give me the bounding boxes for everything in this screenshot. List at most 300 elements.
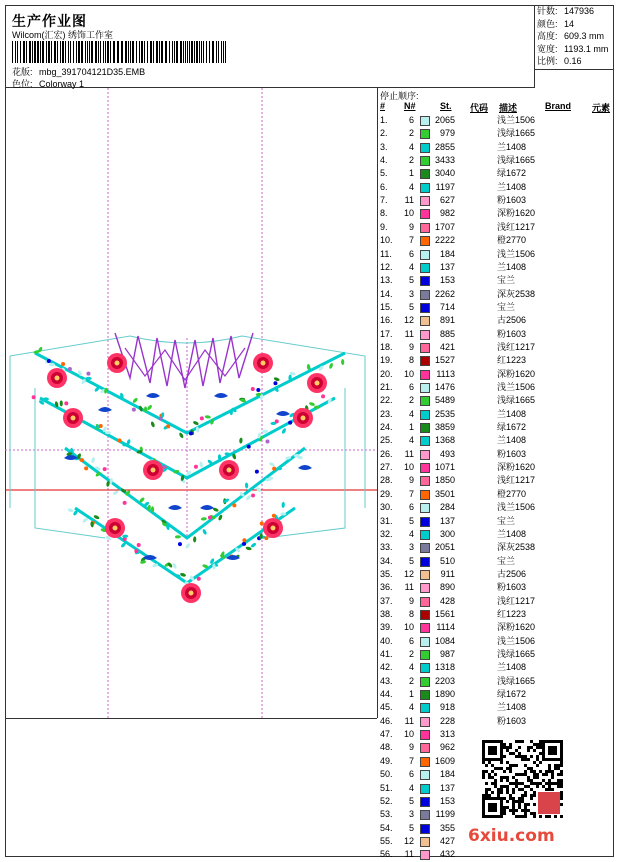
small-bloom (272, 514, 276, 518)
row-index: 8. (380, 208, 388, 219)
row-index: 13. (380, 275, 393, 286)
barcode-bar (212, 41, 214, 63)
row-description: 粉1603 (497, 328, 527, 339)
row-description: 浅绿1665 (497, 395, 536, 406)
qr-module (533, 782, 536, 785)
small-bloom (197, 577, 201, 581)
qr-module (500, 788, 503, 791)
qr-module (509, 764, 512, 767)
sequence-row (378, 488, 614, 501)
row-needle: 2 (408, 128, 414, 139)
qr-module (524, 791, 527, 794)
design-preview (5, 88, 378, 718)
barcode-bar (189, 41, 190, 63)
color-swatch (420, 557, 430, 567)
row-index: 12. (380, 261, 393, 272)
page-title: 生产作业图 (12, 13, 87, 29)
qr-module (536, 764, 539, 767)
row-index: 34. (380, 555, 393, 566)
row-needle: 10 (403, 208, 414, 219)
sequence-row (378, 141, 614, 154)
barcode-bar (62, 41, 64, 63)
barcode-bar (81, 41, 83, 63)
color-swatch (420, 169, 430, 179)
sequence-row (378, 301, 614, 314)
qr-module (536, 755, 539, 758)
qr-module (512, 782, 515, 785)
row-description: 宝兰 (497, 301, 516, 312)
small-bloom (256, 388, 260, 392)
row-description: 宝兰 (497, 555, 516, 566)
color-swatch (420, 316, 430, 326)
qr-module (560, 782, 563, 785)
color-swatch (420, 370, 430, 380)
qr-module (560, 797, 563, 800)
row-needle: 5 (408, 555, 414, 566)
row-stitches: 979 (439, 128, 455, 139)
sequence-row (378, 568, 614, 581)
qr-module (539, 770, 542, 773)
qr-module (509, 770, 512, 773)
qr-module (506, 767, 509, 770)
barcode-bar (176, 41, 178, 63)
bird (146, 393, 160, 398)
row-index: 5. (380, 168, 388, 179)
qr-module (518, 746, 521, 749)
color-swatch (420, 570, 430, 580)
sequence-title: 停止顺序: (380, 91, 419, 101)
barcode-bar (150, 41, 152, 63)
sequence-row (378, 501, 614, 514)
qr-module (521, 758, 524, 761)
color-swatch (420, 276, 430, 286)
row-description: 浅兰1506 (497, 382, 536, 392)
row-index: 52. (380, 795, 393, 806)
row-needle: 5 (408, 795, 414, 806)
qr-module (539, 752, 542, 755)
row-description: 红1223 (497, 355, 527, 366)
small-bloom (32, 395, 36, 399)
qr-module (545, 773, 548, 776)
sequence-row (378, 635, 614, 648)
row-stitches: 885 (439, 328, 455, 339)
row-description: 橙2770 (497, 488, 527, 499)
color-swatch (420, 356, 430, 366)
row-index: 46. (380, 715, 393, 726)
sequence-row (378, 274, 614, 287)
small-bloom (232, 503, 236, 507)
sequence-row (378, 608, 614, 621)
qr-module (500, 779, 503, 782)
qr-module (560, 761, 563, 764)
row-needle: 11 (404, 715, 414, 726)
row-stitches: 355 (439, 822, 455, 833)
color-swatch (420, 530, 430, 540)
color-swatch (420, 717, 430, 727)
sequence-row (378, 448, 614, 461)
color-swatch (420, 236, 430, 246)
barcode-bar (89, 41, 90, 63)
leaf (199, 461, 203, 468)
row-needle: 10 (403, 729, 414, 740)
qr-module (518, 788, 521, 791)
row-needle: 10 (403, 368, 414, 379)
qr-module (512, 776, 515, 779)
barcode-bar (85, 41, 86, 63)
qr-module (530, 812, 533, 815)
row-needle: 6 (408, 382, 414, 392)
row-description: 深粉1620 (497, 368, 536, 379)
sequence-row (378, 261, 614, 274)
qr-module (551, 776, 554, 779)
row-stitches: 300 (439, 528, 455, 539)
stats-panel (535, 5, 614, 70)
small-bloom (242, 542, 246, 546)
row-index: 35. (380, 568, 393, 579)
row-needle: 2 (408, 395, 414, 406)
barcode-bar (136, 41, 137, 63)
row-description: 深粉1620 (497, 622, 536, 633)
small-bloom (162, 465, 166, 469)
qr-module (500, 785, 503, 788)
color-swatch (420, 610, 430, 620)
row-stitches: 428 (439, 595, 455, 606)
sequence-row (378, 221, 614, 234)
leaf (185, 543, 191, 550)
qr-module (503, 806, 506, 809)
leaf (132, 397, 138, 404)
qr-module (539, 761, 542, 764)
leaf (205, 415, 211, 419)
qr-module (515, 815, 518, 818)
color-swatch (420, 290, 430, 300)
qr-module (557, 782, 560, 785)
qr-module (524, 773, 527, 776)
col-index: # (380, 101, 386, 111)
barcode-bar (159, 41, 160, 63)
qr-module (488, 788, 491, 791)
small-bloom (255, 470, 259, 474)
qr-module (527, 776, 530, 779)
barcode-bar (165, 41, 167, 63)
qr-module (494, 779, 497, 782)
color-swatch (420, 129, 430, 139)
row-needle: 6 (408, 248, 414, 259)
barcode-bar (42, 41, 44, 63)
company-name: Wilcom(汇宏) 绣饰工作室 (12, 30, 113, 40)
qr-module (527, 746, 530, 749)
row-description: 浅红1217 (497, 341, 536, 352)
row-stitches: 987 (439, 649, 455, 659)
sequence-row (378, 528, 614, 541)
row-index: 37. (380, 595, 393, 606)
barcode-bar (12, 41, 13, 63)
color-swatch (420, 703, 430, 713)
row-description: 古2506 (497, 315, 527, 326)
qr-module (542, 773, 545, 776)
barcode-bar (76, 41, 77, 63)
small-bloom (123, 501, 127, 505)
row-description: 粉1603 (497, 448, 527, 459)
qr-module (545, 770, 548, 773)
qr-module (560, 785, 563, 788)
row-needle: 5 (408, 515, 414, 526)
qr-module (497, 767, 500, 770)
stat-height: 高度: 609.3 mm (537, 31, 605, 41)
row-description: 粉1603 (497, 195, 527, 206)
col-code: 代码 (470, 103, 489, 113)
qr-module (503, 755, 506, 758)
barcode-bar (199, 41, 200, 63)
color-swatch (420, 650, 430, 660)
color-swatch (420, 116, 430, 126)
qr-module (521, 788, 524, 791)
row-needle: 5 (408, 301, 414, 312)
row-stitches: 153 (439, 795, 455, 806)
qr-module (527, 803, 530, 806)
row-index: 10. (380, 235, 393, 246)
row-description: 浅兰1506 (497, 635, 536, 646)
sequence-row (378, 648, 614, 661)
row-index: 50. (380, 769, 393, 780)
row-needle: 12 (403, 315, 414, 326)
barcode-bar (216, 41, 217, 63)
qr-module (506, 776, 509, 779)
row-stitches: 1527 (434, 355, 455, 366)
row-stitches: 137 (439, 782, 455, 793)
sequence-row (378, 194, 614, 207)
row-description: 绿1672 (497, 689, 527, 700)
qr-module (557, 785, 560, 788)
qr-module (515, 764, 518, 767)
leaf (245, 546, 252, 551)
qr-module (524, 764, 527, 767)
qr-module (557, 767, 560, 770)
qr-module (536, 773, 539, 776)
qr-module (503, 797, 506, 800)
barcode-bar (105, 41, 106, 63)
qr-module (509, 797, 512, 800)
leaf (309, 401, 316, 406)
rose-core (151, 468, 156, 473)
qr-module (485, 764, 488, 767)
barcode-bar (40, 41, 41, 63)
row-stitches: 2065 (434, 115, 455, 125)
qr-module (521, 740, 524, 743)
row-index: 9. (380, 221, 388, 232)
barcode-bar (26, 41, 27, 63)
qr-module (548, 767, 551, 770)
rose-core (315, 381, 320, 386)
row-description: 兰1408 (497, 662, 527, 673)
qr-module (524, 803, 527, 806)
row-description: 浅兰1506 (497, 115, 536, 125)
color-swatch (420, 810, 430, 820)
small-bloom (200, 416, 204, 420)
barcode-bar (161, 41, 163, 63)
row-description: 兰1408 (497, 702, 527, 713)
qr-module (533, 815, 536, 818)
rose-core (227, 468, 232, 473)
small-bloom (260, 522, 264, 526)
qr-module (521, 773, 524, 776)
leaf (192, 420, 199, 425)
qr-module (485, 794, 488, 797)
sequence-row (378, 515, 614, 528)
qr-module (530, 782, 533, 785)
small-bloom (166, 424, 170, 428)
small-bloom (99, 424, 103, 428)
row-index: 48. (380, 742, 393, 753)
row-description: 宝兰 (497, 275, 516, 286)
row-needle: 7 (408, 235, 414, 246)
row-description: 红1223 (497, 608, 527, 619)
color-swatch (420, 183, 430, 193)
qr-module (500, 776, 503, 779)
qr-module (515, 809, 518, 812)
qr-finder-eye (548, 746, 557, 755)
qr-module (533, 776, 536, 779)
barcode-bar (20, 41, 21, 63)
row-stitches: 284 (439, 502, 455, 513)
leaf (239, 437, 243, 443)
leaf (122, 534, 128, 538)
barcode-bar (132, 41, 134, 63)
barcode-bar (183, 41, 184, 63)
row-index: 23. (380, 408, 393, 419)
row-description: 浅绿1665 (497, 675, 536, 686)
qr-module (503, 809, 506, 812)
row-description: 兰1408 (497, 528, 527, 539)
qr-module (518, 755, 521, 758)
qr-module (530, 794, 533, 797)
row-needle: 4 (408, 528, 414, 539)
bird (214, 393, 228, 398)
row-needle: 4 (408, 181, 414, 192)
rose-core (189, 591, 194, 596)
barcode-bar (169, 41, 170, 63)
qr-module (521, 794, 524, 797)
qr-module (515, 779, 518, 782)
color-swatch (420, 770, 430, 780)
qr-module (509, 782, 512, 785)
qr-module (527, 749, 530, 752)
barcode-bar (172, 41, 173, 63)
row-stitches: 2222 (434, 235, 455, 246)
qr-module (533, 791, 536, 794)
qr-code (482, 740, 564, 818)
qr-module (512, 752, 515, 755)
small-bloom (247, 445, 251, 449)
row-needle: 9 (408, 742, 414, 753)
qr-module (530, 779, 533, 782)
color-swatch (420, 410, 430, 420)
qr-module (548, 782, 551, 785)
row-index: 40. (380, 635, 393, 646)
row-needle: 9 (408, 341, 414, 352)
qr-module (533, 794, 536, 797)
row-description: 浅红1217 (497, 221, 536, 232)
barcode-bar (51, 41, 52, 63)
row-needle: 11 (404, 849, 414, 860)
sequence-row (378, 381, 614, 394)
qr-module (530, 755, 533, 758)
barcode-bar (113, 41, 115, 63)
row-stitches: 313 (439, 729, 455, 740)
row-needle: 7 (408, 488, 414, 499)
stat-scale: 比例: 0.16 (537, 56, 582, 66)
row-index: 51. (380, 782, 393, 793)
qr-module (503, 770, 506, 773)
row-index: 22. (380, 395, 393, 406)
qr-module (506, 779, 509, 782)
row-needle: 12 (403, 835, 414, 846)
row-needle: 10 (403, 622, 414, 633)
qr-module (524, 812, 527, 815)
row-index: 56. (380, 849, 393, 860)
sequence-row (378, 394, 614, 407)
qr-module (533, 812, 536, 815)
qr-module (482, 770, 485, 773)
row-needle: 4 (408, 261, 414, 272)
small-bloom (137, 543, 141, 547)
row-stitches: 911 (440, 568, 455, 579)
qr-module (503, 785, 506, 788)
qr-module (533, 761, 536, 764)
qr-module (521, 782, 524, 785)
barcode-bar (180, 41, 182, 63)
qr-module (509, 746, 512, 749)
row-index: 21. (380, 382, 393, 392)
row-description: 深粉1620 (497, 208, 536, 219)
row-needle: 5 (408, 822, 414, 833)
embroidery-design (5, 88, 377, 718)
barcode-bar (32, 41, 33, 63)
qr-module (539, 746, 542, 749)
qr-module (512, 800, 515, 803)
row-description: 粉1603 (497, 582, 527, 593)
row-needle: 3 (408, 288, 414, 299)
row-stitches: 1890 (434, 689, 455, 700)
sequence-row (378, 181, 614, 194)
barcode-bar (221, 41, 222, 63)
row-index: 54. (380, 822, 393, 833)
qr-module (551, 773, 554, 776)
qr-module (491, 791, 494, 794)
barcode-bar (125, 41, 127, 63)
row-index: 28. (380, 475, 393, 486)
leaf (269, 462, 276, 468)
small-bloom (251, 493, 255, 497)
col-description: 描述 (499, 103, 518, 113)
row-stitches: 982 (439, 208, 455, 219)
leaf (140, 560, 147, 564)
qr-module (506, 791, 509, 794)
qr-module (521, 809, 524, 812)
qr-module (500, 767, 503, 770)
row-index: 6. (380, 181, 388, 192)
row-description: 浅绿1665 (497, 155, 536, 166)
qr-module (536, 785, 539, 788)
small-bloom (159, 417, 163, 421)
qr-module (512, 764, 515, 767)
color-swatch (420, 597, 430, 607)
color-swatch (420, 396, 430, 406)
sequence-row (378, 434, 614, 447)
barcode-bar (103, 41, 104, 63)
row-index: 1. (380, 115, 388, 125)
qr-module (533, 773, 536, 776)
